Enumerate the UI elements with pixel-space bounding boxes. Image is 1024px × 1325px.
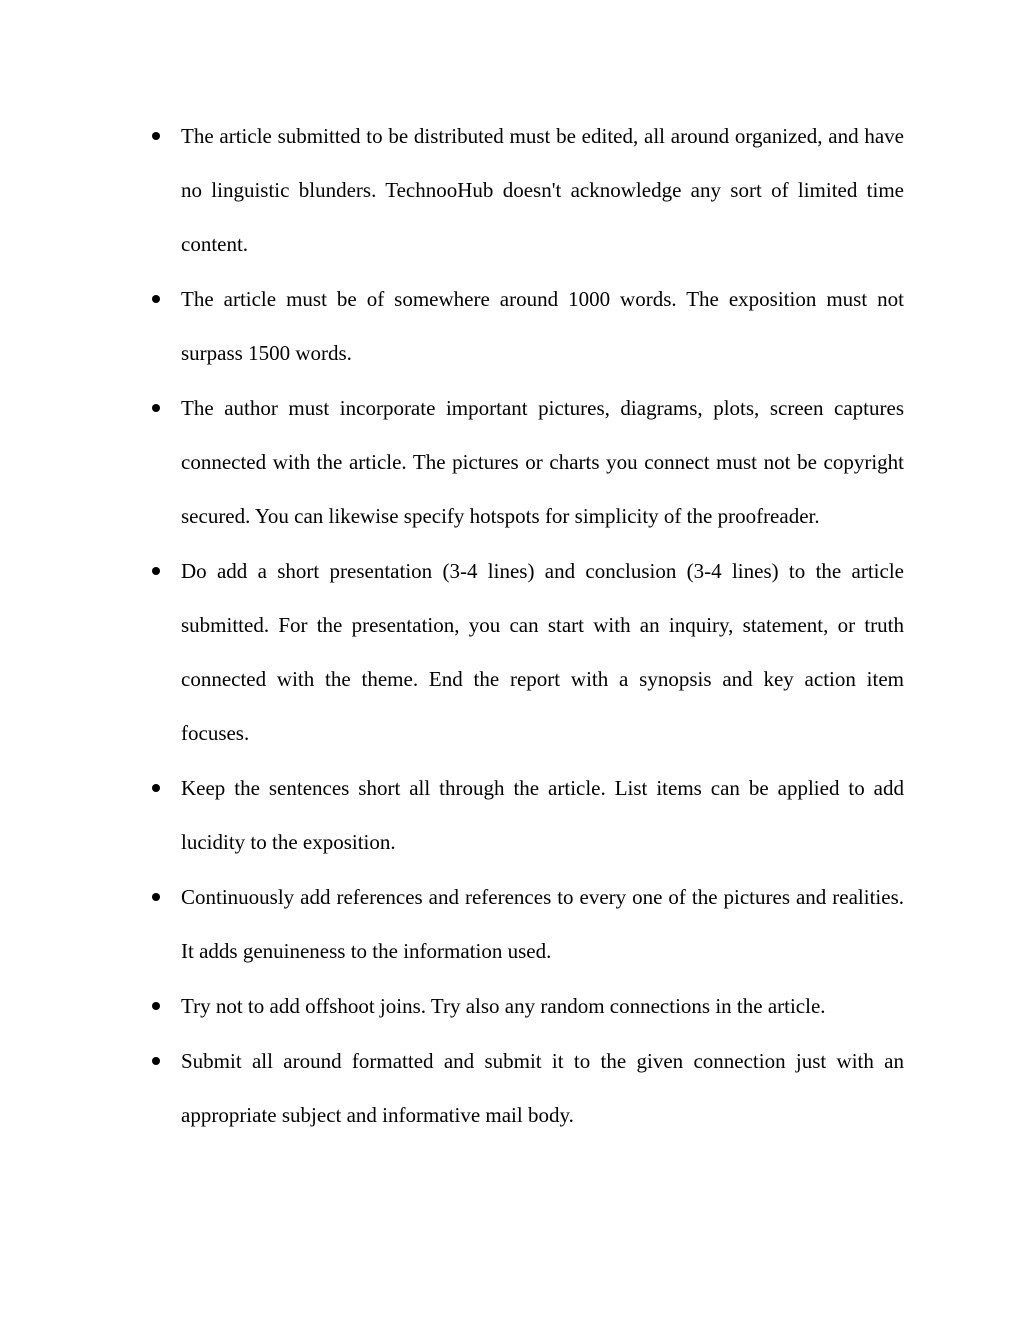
list-item-text: Continuously add references and references to every one of the pictures and realities. It adds genuineness to the information used.: [181, 885, 904, 963]
list-item-text: Submit all around formatted and submit it to the given connection just with an appropriate subject and informative mail body.: [181, 1049, 904, 1127]
list-item: [150, 544, 904, 760]
list-item: [150, 979, 904, 1033]
bullet-icon: [152, 893, 160, 901]
bullet-icon: [152, 295, 160, 303]
bullet-icon: [152, 1002, 160, 1010]
list-item: [150, 761, 904, 869]
list-item: [150, 272, 904, 380]
guidelines-bullet-list: [150, 109, 904, 1143]
bullet-icon: [152, 567, 160, 575]
list-item: [150, 1034, 904, 1142]
bullet-icon: [152, 784, 160, 792]
list-item-text: Do add a short presentation (3-4 lines) and conclusion (3-4 lines) to the article submitted. For the presentation, you can start with an inquiry, statement, or truth connected with the theme. End the report with a synopsis and key action item focuses.: [181, 559, 904, 745]
list-item: [150, 109, 904, 271]
list-item-text: Keep the sentences short all through the article. List items can be applied to add lucidity to the exposition.: [181, 776, 904, 854]
list-item: [150, 870, 904, 978]
bullet-icon: [152, 132, 160, 140]
bullet-icon: [152, 404, 160, 412]
list-item-text: The article submitted to be distributed must be edited, all around organized, and have no linguistic blunders. TechnooHub doesn't acknowledge any sort of limited time content.: [181, 124, 904, 256]
list-item-text: The article must be of somewhere around 1000 words. The exposition must not surpass 1500 words.: [181, 287, 904, 365]
bullet-icon: [152, 1057, 160, 1065]
list-item: [150, 381, 904, 543]
list-item-text: The author must incorporate important pictures, diagrams, plots, screen captures connected with the article. The pictures or charts you connect must not be copyright secured. You can likewise specify hotspots for simplicity of the proofreader.: [181, 396, 904, 528]
list-item-text: Try not to add offshoot joins. Try also any random connections in the article.: [181, 994, 826, 1018]
